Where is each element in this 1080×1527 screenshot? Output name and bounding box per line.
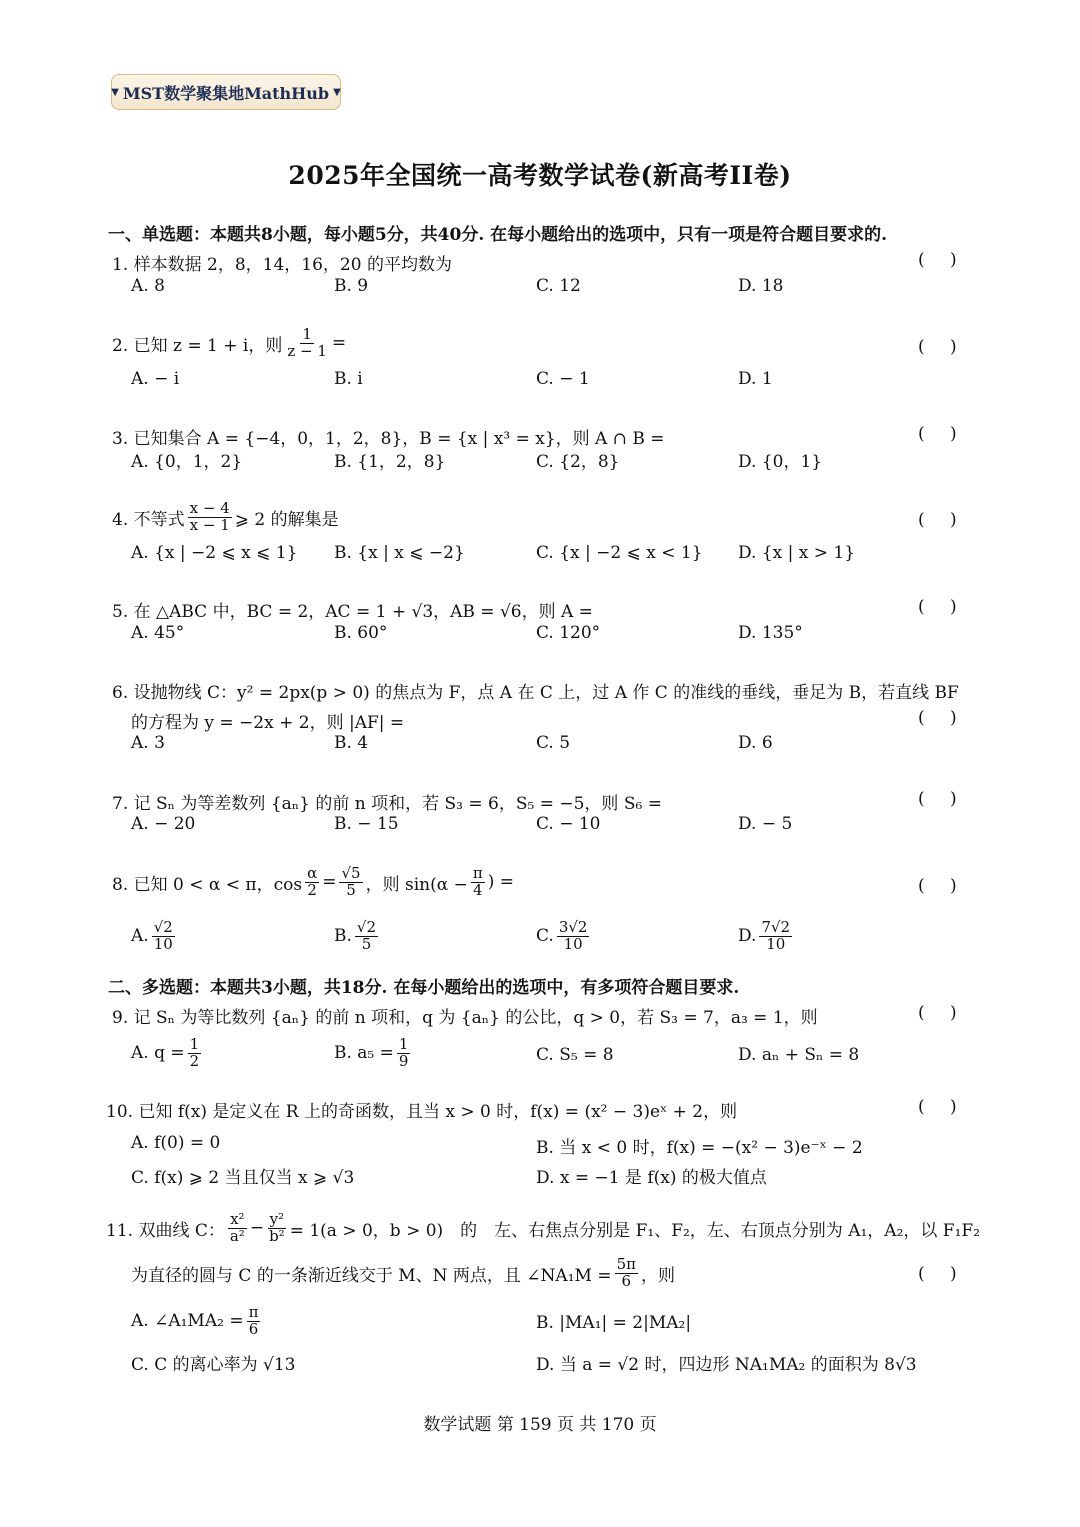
option-a: A. 3 <box>131 733 165 753</box>
option-d: D. $\frac{7√2}{10}$ <box>738 918 791 953</box>
fraction: $\frac{\text{y²}}{\text{b²}}$ <box>269 1210 285 1245</box>
question-11-stem-line1: 11. 双曲线 C： $\frac{\text{x²}}{\text{a²}}$ − $\frac{\text{y²}}{\text{b²}}$ = 1(a > 0，b > 0) 的 左、右焦点分别是 F₁、F₂，左、右顶点分别为 A₁，A₂，以 F₁F₂ <box>106 1210 981 1245</box>
fraction: $\frac{√5}{5}$ <box>341 864 361 899</box>
answer-bracket: ( ) <box>918 789 967 809</box>
option-a: A. 8 <box>131 276 165 296</box>
option-d: D. {x | x > 1} <box>738 543 856 563</box>
option-c: C. C 的离心率为 √13 <box>131 1355 296 1375</box>
triangle-down-icon: ▼ <box>111 86 119 98</box>
triangle-down-icon: ▼ <box>333 86 341 98</box>
question-5-stem: 5. 在 △ABC 中，BC = 2，AC = 1 + √3，AB = √6，则 A = <box>112 602 593 622</box>
option-b: B. {x | x ⩽ −2} <box>334 543 465 563</box>
fraction: $\frac{\text{x²}}{\text{a²}}$ <box>229 1210 245 1245</box>
answer-bracket: ( ) <box>918 424 967 444</box>
logo-text: MST数学聚集地MathHub <box>122 83 330 103</box>
logo-badge <box>111 74 341 110</box>
section-heading-multi: 二、多选题：本题共3小题，共18分. 在每小题给出的选项中，有多项符合题目要求. <box>108 978 740 998</box>
option-c: C. S₅ = 8 <box>536 1045 614 1065</box>
option-c: C. 5 <box>536 733 571 753</box>
answer-bracket: ( ) <box>918 597 967 617</box>
answer-bracket: ( ) <box>918 1003 967 1023</box>
option-c: C. 120° <box>536 623 601 643</box>
question-10-stem: 10. 已知 f(x) 是定义在 R 上的奇函数，且当 x > 0 时，f(x) = (x² − 3)eˣ + 2，则 <box>106 1102 738 1122</box>
question-2-stem: 2. 已知 z = 1 + i，则 $\frac{1}{z - 1}$ = <box>112 325 347 360</box>
option-a: A. 45° <box>131 623 185 643</box>
option-a: A. {0，1，2} <box>131 451 243 472</box>
option-c: C. {x | −2 ⩽ x < 1} <box>536 543 703 563</box>
answer-bracket: ( ) <box>918 337 967 357</box>
question-9-stem: 9. 记 Sₙ 为等比数列 {aₙ} 的前 n 项和，q 为 {aₙ} 的公比，q > 0，若 S₃ = 7，a₃ = 1，则 <box>112 1008 818 1028</box>
section-heading-single: 一、单选题：本题共8小题，每小题5分，共40分. 在每小题给出的选项中，只有一项是符合题目要求的. <box>108 225 888 245</box>
question-4-stem: 4. 不等式 $\frac{x - 4}{x - 1}$ ⩾ 2 的解集是 <box>112 499 339 534</box>
option-c: C. $\frac{3√2}{10}$ <box>536 918 588 953</box>
option-b: B. 60° <box>334 623 388 643</box>
option-b: B. {1，2，8} <box>334 451 446 472</box>
fraction: $\frac{\pi}{6}$ <box>248 1303 259 1338</box>
answer-bracket: ( ) <box>918 1097 967 1117</box>
option-c: C. {2，8} <box>536 451 620 472</box>
option-d: D. {0，1} <box>738 451 823 472</box>
answer-bracket: ( ) <box>918 250 967 270</box>
question-6-stem-line1: 6. 设抛物线 C：y² = 2px(p > 0) 的焦点为 F，点 A 在 C 上，过 A 作 C 的准线的垂线，垂足为 B，若直线 BF <box>112 683 959 703</box>
option-a: A. − 20 <box>131 814 196 834</box>
option-d: D. 6 <box>738 733 773 753</box>
option-a: A. f(0) = 0 <box>131 1133 221 1153</box>
option-d: D. x = −1 是 f(x) 的极大值点 <box>536 1168 767 1188</box>
question-3-stem: 3. 已知集合 A = {−4，0，1，2，8}，B = {x | x³ = x}，则 A ∩ B = <box>112 429 665 449</box>
option-b: B. 4 <box>334 733 369 753</box>
option-b: B. − 15 <box>334 814 399 834</box>
option-c: C. − 10 <box>536 814 601 834</box>
option-d: D. 135° <box>738 623 803 643</box>
option-b: B. |MA₁| = 2|MA₂| <box>536 1313 692 1333</box>
option-c: C. 12 <box>536 276 581 296</box>
question-7-stem: 7. 记 Sₙ 为等差数列 {aₙ} 的前 n 项和，若 S₃ = 6，S₅ = −5，则 S₆ = <box>112 794 662 814</box>
option-b: B. $\frac{√2}{5}$ <box>334 918 377 953</box>
fraction: $\frac{1}{z - 1}$ <box>287 325 327 360</box>
option-a: A. − i <box>131 369 180 389</box>
answer-bracket: ( ) <box>918 876 967 896</box>
option-a: A. q = $\frac{1}{2}$ <box>131 1035 200 1070</box>
option-b: B. 9 <box>334 276 369 296</box>
fraction: $\frac{\pi}{4}$ <box>472 864 483 899</box>
option-c: C. − 1 <box>536 369 590 389</box>
option-d: D. 18 <box>738 276 784 296</box>
fraction: $\frac{\alpha}{2}$ <box>307 864 318 899</box>
option-b: B. 当 x < 0 时，f(x) = −(x² − 3)e⁻ˣ − 2 <box>536 1138 863 1158</box>
question-1-stem: 1. 样本数据 2，8，14，16，20 的平均数为 <box>112 255 452 275</box>
option-c: C. f(x) ⩾ 2 当且仅当 x ⩾ √3 <box>131 1168 355 1188</box>
question-11-stem-line2: 为直径的圆与 C 的一条渐近线交于 M、N 两点，且 ∠NA₁M = $\frac{5\pi}{6}$ ，则 <box>131 1255 675 1290</box>
option-a: A. $\frac{√2}{10}$ <box>131 918 173 953</box>
answer-bracket: ( ) <box>918 1264 967 1284</box>
answer-bracket: ( ) <box>918 708 967 728</box>
option-d: D. 1 <box>738 369 773 389</box>
option-a: A. {x | −2 ⩽ x ⩽ 1} <box>131 543 298 563</box>
answer-bracket: ( ) <box>918 510 967 530</box>
option-d: D. aₙ + Sₙ = 8 <box>738 1045 860 1065</box>
page-footer: 数学试题 第 159 页 共 170 页 <box>423 1415 657 1435</box>
option-b: B. a₅ = $\frac{1}{9}$ <box>334 1035 409 1070</box>
option-d: D. 当 a = √2 时，四边形 NA₁MA₂ 的面积为 8√3 <box>536 1355 917 1375</box>
option-d: D. − 5 <box>738 814 793 834</box>
fraction: $\frac{x - 4}{x - 1}$ <box>189 499 230 534</box>
option-a: A. ∠A₁MA₂ = $\frac{\pi}{6}$ <box>131 1303 259 1338</box>
fraction: $\frac{5\pi}{6}$ <box>616 1255 636 1290</box>
question-8-stem: 8. 已知 0 < α < π，cos $\frac{\alpha}{2}$ = $\frac{√5}{5}$ ，则 sin(α − $\frac{\pi}{4}$ ) = <box>112 864 515 899</box>
exam-title: 2025年全国统一高考数学试卷(新高考II卷) <box>288 161 792 190</box>
option-b: B. i <box>334 369 363 389</box>
question-6-stem-line2: 的方程为 y = −2x + 2，则 |AF| = <box>131 713 405 733</box>
